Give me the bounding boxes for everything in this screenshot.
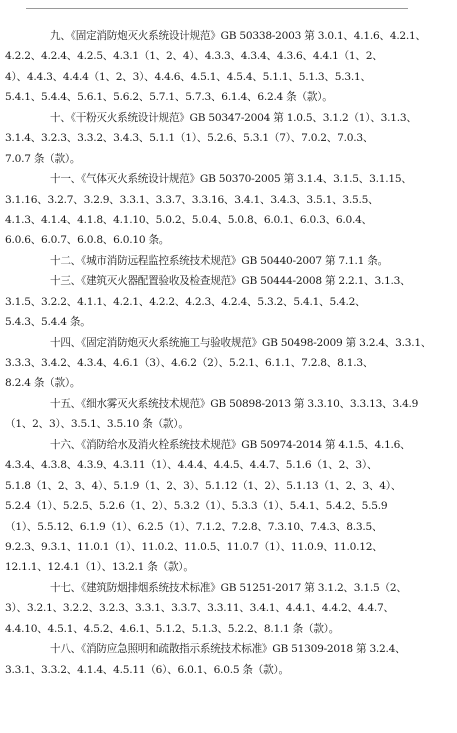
text-line: 十六、《消防给水及消火栓系统技术规范》GB 50974-2014 第 4.1.5、4.1.6、 xyxy=(50,438,411,451)
text-line: 4.2.2、4.2.4、4.2.5、4.3.1（1、2、4）、4.3.3、4.3.4、4.3.6、4.4.1（1、2、 xyxy=(5,50,383,63)
paragraph-p10 xyxy=(5,108,453,169)
text-line: 3.3.1、3.3.2、4.1.4、4.5.11（6）、6.0.1、6.0.5 条（款）。 xyxy=(5,663,289,676)
text-line: 7.0.7 条（款）。 xyxy=(5,152,81,165)
text-line: 4.3.4、4.3.8、4.3.9、4.3.11（1）、4.4.4、4.4.5、4.4.7、5.1.6（1、2、3）、 xyxy=(5,459,378,472)
paragraph-p15 xyxy=(5,394,453,435)
text-line: 12.1.1、12.4.1（1）、13.2.1 条（款）。 xyxy=(5,561,194,574)
text-line: 九、《固定消防炮灭火系统设计规范》GB 50338-2003 第 3.0.1、4.1.6、4.2.1、 xyxy=(50,30,426,42)
text-line: 十一、《气体灭火系统设计规范》GB 50370-2005 第 3.1.4、3.1.5、3.1.15、 xyxy=(50,173,412,186)
text-line: 3.1.16、3.2.7、3.2.9、3.3.1、3.3.7、3.3.16、3.4.1、3.4.3、3.5.1、3.5.5、 xyxy=(5,193,379,206)
text-line: 5.4.3、5.4.4 条。 xyxy=(5,316,91,329)
text-line: 十二、《城市消防远程监控系统技术规范》GB 50440-2007 第 7.1.1 条。 xyxy=(50,254,388,267)
text-line: 十八、《消防应急照明和疏散指示系统技术标准》GB 51309-2018 第 3.2.4、 xyxy=(50,643,406,656)
text-line: 5.4.1、5.4.4、5.6.1、5.6.2、5.7.1、5.7.3、6.1.4、6.2.4 条（款）。 xyxy=(5,91,333,104)
text-line: 3.1.4、3.2.3、3.3.2、3.4.3、5.1.1（1）、5.2.6、5.3.1（7）、7.0.2、7.0.3、 xyxy=(5,132,374,145)
paragraph-p9 xyxy=(5,26,453,108)
paragraph-p13 xyxy=(5,271,453,332)
paragraph-p16 xyxy=(5,435,453,578)
text-line: 4）、4.4.3、4.4.4（1、2、3）、4.4.6、4.5.1、4.5.4、5.1.1、5.1.3、5.3.1、 xyxy=(5,70,371,83)
header-rule xyxy=(26,8,408,9)
text-line: 十七、《建筑防烟排烟系统技术标准》GB 51251-2017 第 3.1.2、3.1.5（2、 xyxy=(50,581,407,594)
text-line: 十五、《细水雾灭火系统技术规范》GB 50898-2013 第 3.3.10、3.3.13、3.4.9 xyxy=(50,397,419,410)
text-line: （1、2、3）、3.5.1、3.5.10 条（款）。 xyxy=(5,418,189,431)
text-line: （1）、5.5.12、6.1.9（1）、6.2.5（1）、7.1.2、7.2.8、7.3.10、7.4.3、8.3.5、 xyxy=(5,520,383,533)
text-line: 5.2.4（1）、5.2.5、5.2.6（1、2）、5.3.2（1）、5.3.3（1）、5.4.1、5.4.2、5.5.9 xyxy=(5,500,388,513)
paragraph-p17 xyxy=(5,578,453,639)
text-line: 5.1.8（1、2、3、4）、5.1.9（1、2、3）、5.1.12（1、2）、5.1.13（1、2、3、4）、 xyxy=(5,479,402,492)
text-line: 6.0.6、6.0.7、6.0.8、6.0.10 条。 xyxy=(5,234,170,247)
text-line: 十、《干粉灭火系统设计规范》GB 50347-2004 第 1.0.5、3.1.2（1）、3.1.3、 xyxy=(50,111,417,124)
text-line: 4.4.10、4.5.1、4.5.2、4.6.1、5.1.2、5.1.3、5.2.2、8.1.1 条（款）。 xyxy=(5,622,340,635)
text-line: 十四、《固定消防炮灭火系统施工与验收规范》GB 50498-2009 第 3.2.4、3.3.1、 xyxy=(50,336,432,349)
text-line: 9.2.3、9.3.1、11.0.1（1）、11.0.2、11.0.5、11.0.7（1）、11.0.9、11.0.12、 xyxy=(5,540,383,553)
text-line: 3）、3.2.1、3.2.2、3.2.3、3.3.1、3.3.7、3.3.11、3.4.1、4.4.1、4.4.2、4.4.7、 xyxy=(5,602,394,615)
paragraph-p14 xyxy=(5,333,453,394)
text-line: 4.1.3、4.1.4、4.1.8、4.1.10、5.0.2、5.0.4、5.0.8、6.0.1、6.0.3、6.0.4、 xyxy=(5,213,372,226)
text-line: 十三、《建筑灭火器配置验收及检查规范》GB 50444-2008 第 2.2.1、3.1.3、 xyxy=(50,275,411,288)
paragraph-p11 xyxy=(5,169,453,251)
text-line: 8.2.4 条（款）。 xyxy=(5,377,81,390)
text-line: 3.1.5、3.2.2、4.1.1、4.2.1、4.2.2、4.2.3、4.2.4、5.3.2、5.4.1、5.4.2、 xyxy=(5,295,366,308)
paragraph-p18 xyxy=(5,639,453,680)
paragraph-p12 xyxy=(5,251,453,271)
text-line: 3.3.3、3.4.2、4.3.4、4.6.1（3）、4.6.2（2）、5.2.1、6.1.1、7.2.8、8.1.3、 xyxy=(5,357,374,369)
document-body xyxy=(5,26,453,680)
